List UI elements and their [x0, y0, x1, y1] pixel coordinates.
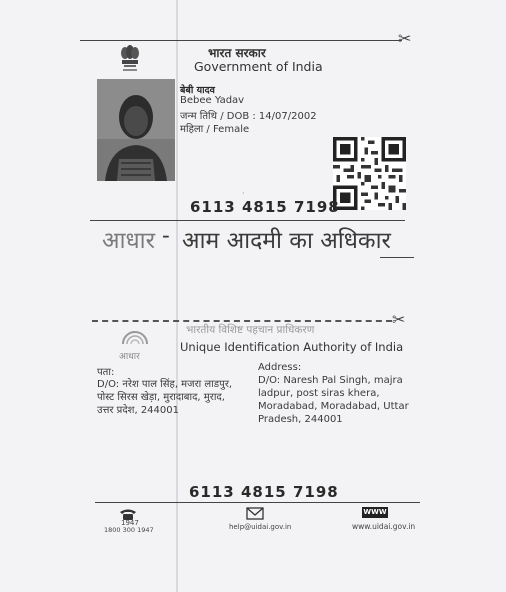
aadhaar-logo-text-front: आधार — [102, 228, 156, 254]
aadhaar-logo-icon — [119, 328, 151, 350]
aadhaar-logo-text-back: आधार — [119, 352, 140, 362]
front-number-underline — [90, 220, 405, 221]
address-english-line-1: D/O: Naresh Pal Singh, majra — [258, 375, 403, 386]
helpline-tollfree: 1800 300 1947 — [104, 526, 154, 534]
helpline-number: 1947 — [121, 519, 139, 527]
address-label-english: Address: — [258, 362, 302, 373]
name-english: Bebee Yadav — [180, 95, 245, 106]
help-email: help@uidai.gov.in — [229, 523, 292, 531]
govt-hindi: भारत सरकार — [208, 46, 266, 60]
email-icon — [246, 507, 264, 520]
authority-english: Unique Identification Authority of India — [180, 340, 404, 354]
holder-photo — [97, 79, 175, 181]
qr-code — [333, 137, 406, 210]
back-number-underline — [95, 502, 420, 503]
address-hindi-line-2: पोस्ट सिरस खेड़ा, मुरादाबाद, मुराद, — [97, 392, 225, 403]
slogan-hindi: आम आदमी का अधिकार — [182, 228, 391, 254]
website: www.uidai.gov.in — [352, 522, 416, 531]
slogan-dash: - — [162, 223, 170, 249]
dot-mark: · — [242, 189, 245, 198]
gender-line: महिला / Female — [180, 124, 250, 135]
address-label-hindi: पता: — [97, 367, 115, 378]
address-hindi-line-1: D/O: नरेश पाल सिंह, मजरा लाडपुर, — [97, 379, 233, 390]
middle-cut-line — [92, 320, 392, 322]
back-aadhaar-number: 6113 4815 7198 — [189, 483, 339, 501]
authority-hindi: भारतीय विशिष्ट पहचान प्राधिकरण — [186, 324, 315, 336]
slogan-underline — [380, 257, 414, 258]
paper-fold-line — [176, 0, 178, 592]
address-hindi-line-3: उत्तर प्रदेश, 244001 — [97, 405, 179, 416]
scissor-icon: ✂ — [398, 29, 412, 48]
website-badge: WWW — [363, 508, 387, 516]
govt-english: Government of India — [194, 59, 323, 74]
national-emblem-icon — [119, 44, 141, 74]
address-english-line-4: Pradesh, 244001 — [258, 414, 343, 425]
address-english-line-3: Moradabad, Moradabad, Uttar — [258, 401, 409, 412]
name-hindi: बेबी यादव — [180, 85, 215, 96]
top-cut-line — [80, 40, 402, 41]
address-english-line-2: ladpur, post siras khera, — [258, 388, 380, 399]
front-aadhaar-number: 6113 4815 7198 — [190, 198, 340, 216]
scissor-icon-middle: ✂ — [392, 310, 406, 329]
dob-line: जन्म तिथि / DOB : 14/07/2002 — [180, 111, 317, 122]
